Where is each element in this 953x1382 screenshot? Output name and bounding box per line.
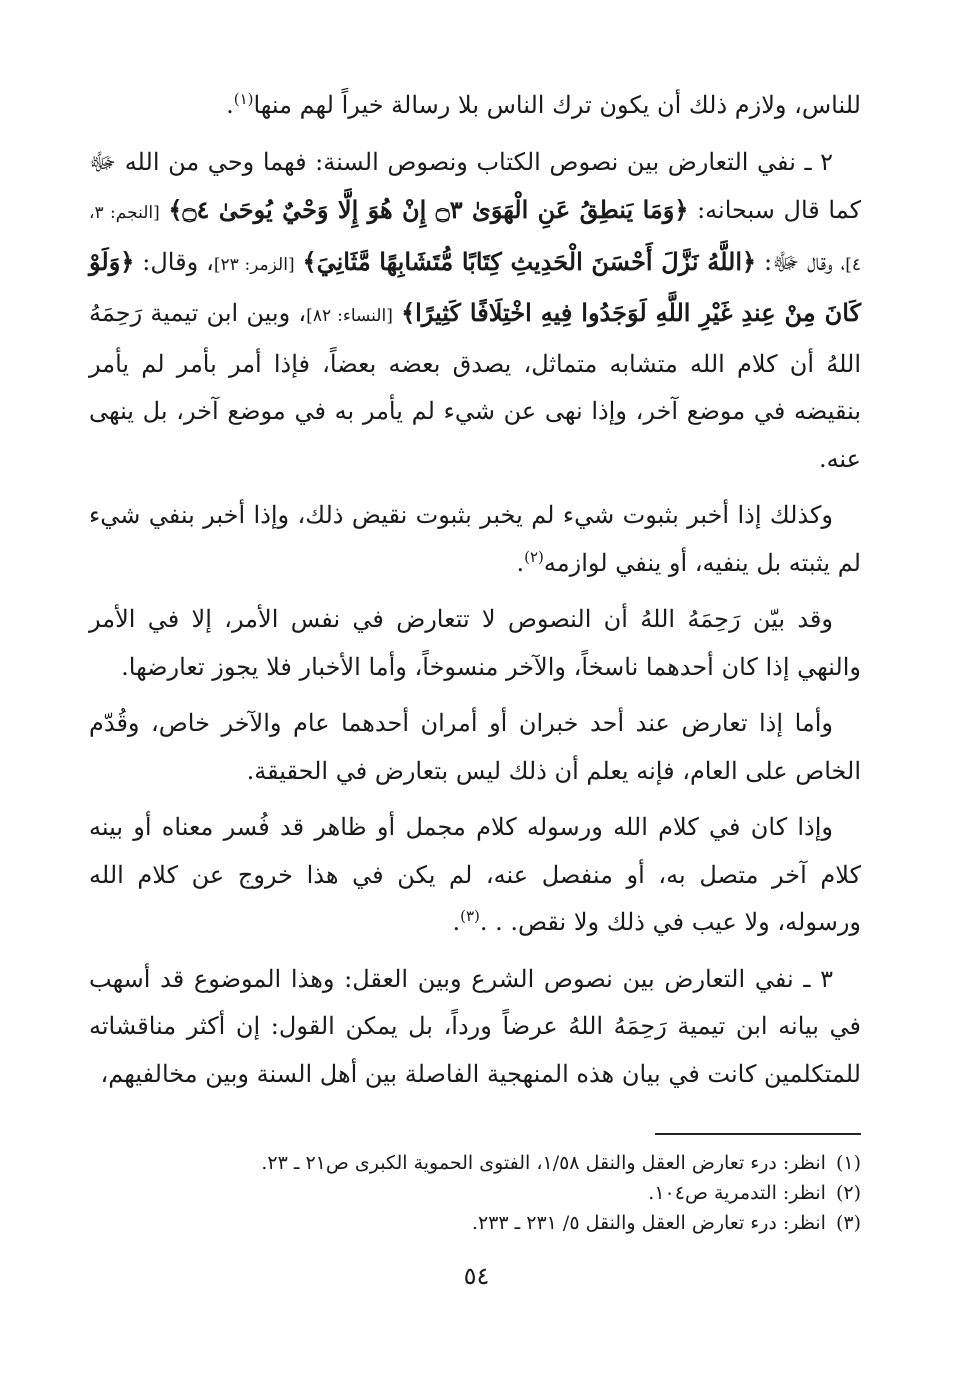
footnote-divider [655,1133,861,1135]
footnote-2 [89,1178,861,1208]
page-number: ٥٤ [463,1262,490,1290]
paragraph-1 [89,82,861,130]
sentence-end: . [226,91,234,119]
footnote-ref-1: (١) [233,90,254,108]
paragraph-text: ، وقال: [134,247,214,276]
paragraph-text: وقد بيّن رَحِمَهُ اللهُ أن النصوص لا تتعارض في نفس الأمر، إلا في الأمر والنهي إذا كان أحدهما ناسخاً، والآخر منسوخاً، وأما الأخبار فلا يجوز تعارضها. [89,605,861,681]
paragraph-text: ٢ ـ نفي التعارض بين نصوص الكتاب ونصوص السنة: فهما وحي من الله ﷻ كما قال سبحانه: [89,147,862,224]
paragraph-7 [89,956,861,1099]
quran-verse-3: ﴿وَلَوْ كَانَ مِنْ عِندِ غَيْرِ اللَّهِ لَوَجَدُوا فِيهِ اخْتِلَافًا كَثِيرًا﴾ [89,246,861,327]
footnote-ref-3: (٣) [460,907,480,925]
paragraph-text: للناس، ولازم ذلك أن يكون ترك الناس بلا رسالة خيراً لهم منها [253,91,861,119]
paragraph-5 [89,700,861,795]
sentence-end: . [452,908,461,936]
footnote-number: (٢) [835,1182,861,1204]
verse-reference-3: [النساء: ٨٢] [306,306,393,326]
paragraph-text: ٣ ـ نفي التعارض بين نصوص الشرع وبين العقل: وهذا الموضوع قد أسهب في بيانه ابن تيمية رَحِمَهُ اللهُ عرضاً ورداً، بل يمكن القول: إن أكثر مناقشاته للمتكلمين كانت في بيان هذه المنهجية الفاصلة بين أهل السنة وبين مخالفيهم، [89,964,862,1088]
footnote-1 [89,1148,861,1178]
paragraph-text: ، وبين ابن تيمية رَحِمَهُ اللهُ أن كلام الله متشابه متماثل، يصدق بعضه بعضاً، فإذا أمر بأمر لم يأمر بنقيضه في موضع آخر، وإذا نهى عن شيء لم يأمر به في موضع آخر، بل ينهى عنه. [89,299,861,473]
paragraph-text: وأما إذا تعارض عند أحد خبران أو أمران أحدهما عام والآخر خاص، وقُدّم الخاص على العام، فإنه يعلم أن ذلك ليس بتعارض في الحقيقة. [89,709,861,785]
footnote-text: انظر: درء تعارض العقل والنقل ١/٥٨، الفتوى الحموية الكبرى ص٢١ ـ ٢٣. [261,1152,826,1174]
quran-verse-2: ﴿اللَّهُ نَزَّلَ أَحْسَنَ الْحَدِيثِ كِتَابًا مُّتَشَابِهًا مَّثَانِيَ﴾ [302,246,757,276]
footnote-3 [89,1208,861,1238]
paragraph-text: ، وقال ﷻ: [756,247,846,276]
footnote-number: (١) [835,1152,861,1174]
footnote-ref-2: (٢) [524,547,544,566]
paragraph-3 [89,492,861,587]
footnote-number: (٣) [835,1212,861,1234]
quran-verse-1: ﴿وَمَا يَنطِقُ عَنِ الْهَوَىٰ ۝٣ إِنْ هُوَ إِلَّا وَحْيٌ يُوحَىٰ ۝٤﴾ [168,195,689,224]
main-text [89,82,861,1107]
verse-reference-2: [الزمر: ٢٣] [213,254,295,275]
footnote-text: انظر: التدمرية ص١٠٤. [648,1182,826,1204]
paragraph-6 [89,804,861,947]
paragraph-text: وكذلك إذا أخبر بثبوت شيء لم يخبر بثبوت نقيض ذلك، وإذا أخبر بنفي شيء لم يثبته بل ينفيه، أو ينفي لوازمه [89,501,861,577]
verse-reference-1: [النجم: ٣، ٤] [89,203,861,275]
paragraph-text: وإذا كان في كلام الله ورسوله كلام مجمل أو ظاهر قد فُسر معناه أو بينه كلام آخر متصل به، أو منفصل عنه، لم يكن في هذا خروج عن كلام الله ورسوله، ولا عيب في ذلك ولا نقص. . . [89,813,861,936]
paragraph-2 [89,139,861,484]
sentence-end: . [516,548,525,577]
paragraph-4 [89,596,861,691]
footnotes [89,1148,861,1238]
footnote-text: انظر: درء تعارض العقل والنقل ٥/ ٢٣١ ـ ٢٣٣. [471,1212,826,1234]
